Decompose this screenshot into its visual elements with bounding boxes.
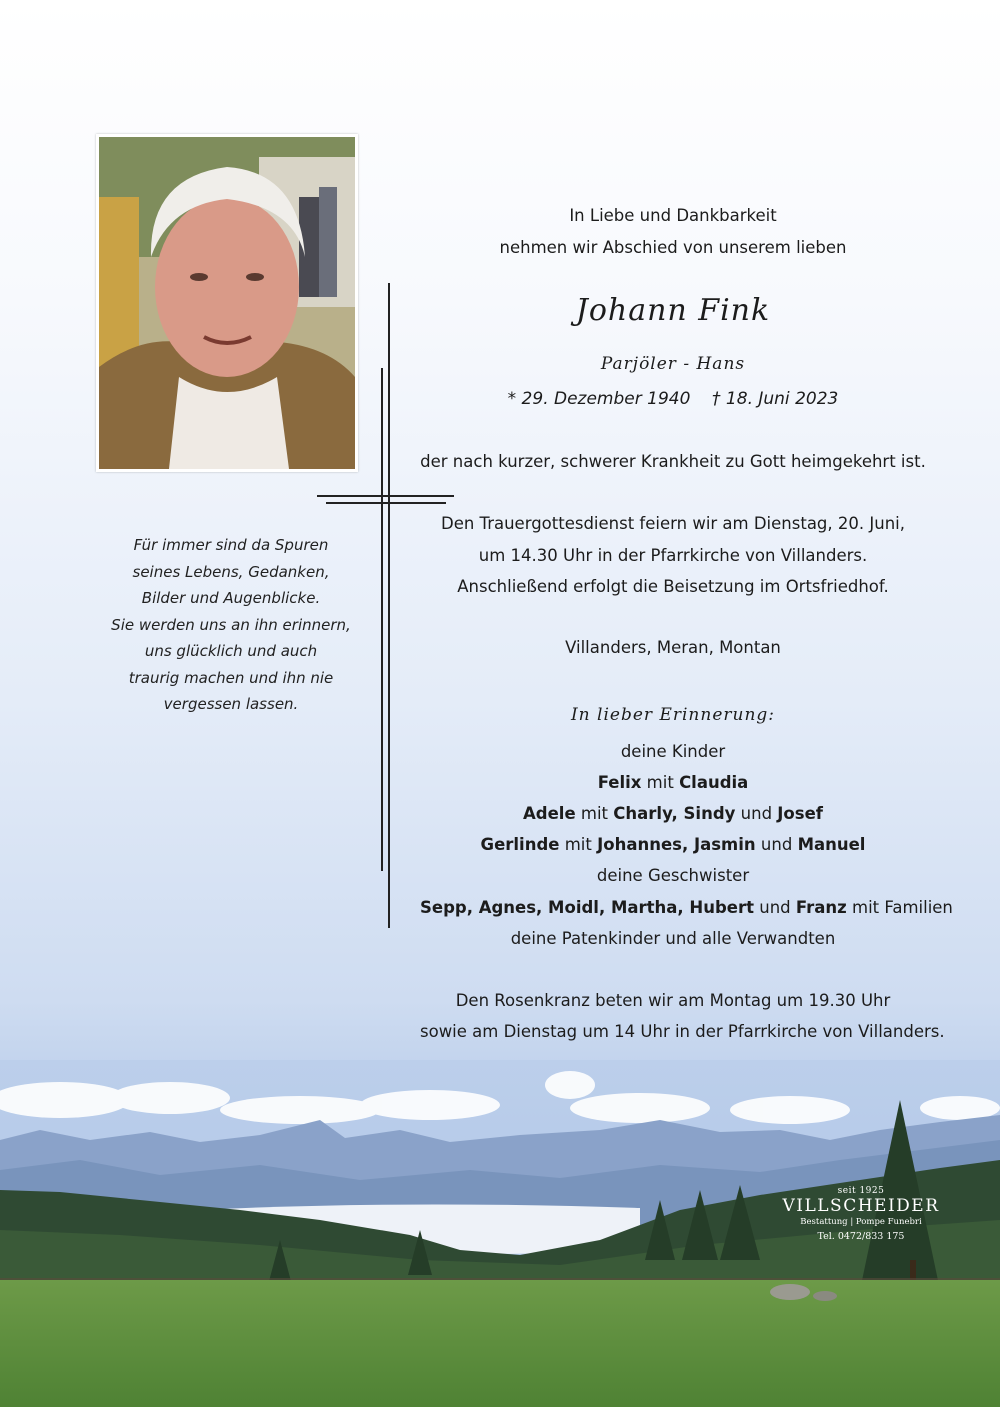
poem-line: seines Lebens, Gedanken, (132, 562, 330, 581)
intro-line-1: In Liebe und Dankbarkeit (569, 206, 777, 225)
funeral-home-subtitle: Bestattung | Pompe Funebri (800, 1217, 922, 1227)
connector-text: mit Familien (846, 898, 953, 917)
others-line: deine Patenkinder und alle Verwandten (510, 929, 836, 948)
poem (100, 532, 362, 718)
deceased-nickname: Parjöler - Hans (600, 354, 746, 374)
children-label: deine Kinder (620, 742, 726, 761)
announcement-text (420, 0, 953, 1060)
mourner-name: Felix (597, 773, 642, 792)
funeral-home-name: VILLSCHEIDER (782, 1196, 940, 1216)
mourner-name: Adele (523, 804, 576, 823)
poem-line: traurig machen und ihn nie (128, 668, 334, 687)
siblings-label: deine Geschwister (596, 866, 750, 885)
funeral-home-phone: Tel. 0472/833 175 (817, 1231, 905, 1242)
connector-text: mit (641, 773, 680, 792)
mourner-name: Franz (795, 898, 847, 917)
connector-text: und (755, 835, 798, 854)
mourner-name: Charly, Sindy (613, 804, 736, 823)
connector-text: und (735, 804, 778, 823)
intro-line-2: nehmen wir Abschied von unserem lieben (499, 238, 847, 257)
funeral-home-since: seit 1925 (837, 1186, 885, 1196)
death-date: † 18. Juni 2023 (712, 389, 839, 409)
portrait-photo (96, 134, 358, 472)
life-dates (420, 389, 926, 409)
rosary-line-1: Den Rosenkranz beten wir am Montag um 19.30 Uhr (455, 991, 891, 1010)
children-line (420, 804, 926, 823)
funeral-home-logo (776, 1186, 946, 1245)
children-line (420, 835, 926, 854)
connector-text: mit (559, 835, 598, 854)
rosary-line-2: sowie am Dienstag um 14 Uhr in der Pfarrkirche von Villanders. (420, 1022, 945, 1041)
poem-line: Sie werden uns an ihn erinnern, (111, 615, 351, 634)
siblings-line (420, 898, 953, 917)
connector-text: mit (575, 804, 614, 823)
service-line-3: Anschließend erfolgt die Beisetzung im Ortsfriedhof. (457, 577, 889, 596)
mourner-name: Johannes, Jasmin (597, 835, 756, 854)
mourner-name: Gerlinde (480, 835, 560, 854)
death-note: der nach kurzer, schwerer Krankheit zu Gott heimgekehrt ist. (420, 452, 926, 471)
places: Villanders, Meran, Montan (565, 638, 781, 657)
mourner-name: Manuel (797, 835, 866, 854)
poem-line: uns glücklich und auch (144, 642, 318, 660)
children-line (420, 773, 926, 792)
deceased-name: Johann Fink (575, 293, 771, 328)
connector-text: und (754, 898, 796, 917)
mourner-name: Sepp, Agnes, Moidl, Martha, Hubert (420, 898, 755, 917)
poem-line: Für immer sind da Spuren (133, 536, 329, 554)
mourners-heading: In lieber Erinnerung: (570, 705, 776, 725)
mourner-name: Josef (777, 804, 823, 823)
service-line-2: um 14.30 Uhr in der Pfarrkirche von Villanders. (478, 546, 868, 565)
service-line-1: Den Trauergottesdienst feiern wir am Dienstag, 20. Juni, (440, 514, 905, 533)
poem-line: Bilder und Augenblicke. (141, 589, 321, 607)
poem-line: vergessen lassen. (163, 695, 299, 713)
mourner-name: Claudia (679, 773, 749, 792)
birth-date: * 29. Dezember 1940 (507, 389, 691, 409)
portrait-illustration (99, 137, 355, 469)
